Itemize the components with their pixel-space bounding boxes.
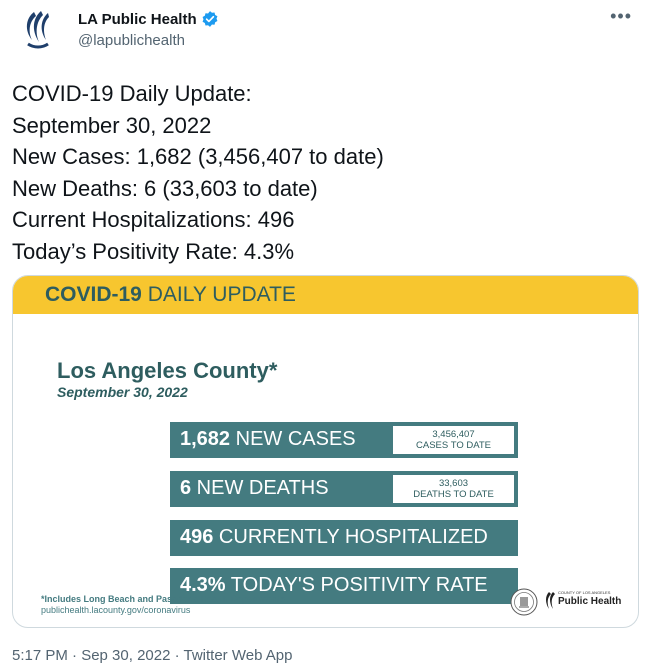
handle[interactable]: @lapublichealth: [78, 32, 185, 49]
tweet-line: New Deaths: 6 (33,603 to date): [12, 175, 318, 201]
new-deaths-stat: 6 NEW DEATHS 33,603 DEATHS TO DATE: [170, 471, 518, 507]
tweet-line: COVID-19 Daily Update:: [12, 81, 252, 106]
tweet-image[interactable]: [12, 275, 639, 628]
new-cases-stat: 1,682 NEW CASES 3,456,407 CASES TO DATE: [170, 422, 518, 458]
tweet-header: [12, 4, 638, 60]
tweet-timestamp[interactable]: 5:17 PM · Sep 30, 2022 · Twitter Web App: [12, 647, 293, 664]
update-banner: [13, 276, 638, 314]
tweet-line: New Cases: 1,682 (3,456,407 to date): [12, 144, 384, 169]
public-health-logo: COUNTY OF LOS ANGELES Public Health: [544, 590, 614, 612]
hospitalized-stat: 496 CURRENTLY HOSPITALIZED: [170, 520, 518, 556]
deaths-to-date: 33,603 DEATHS TO DATE: [393, 475, 514, 503]
footnote: *Includes Long Beach and Pasadena Health Departments publichealth.lacounty.gov/coronavirus: [41, 594, 286, 615]
update-panel: [29, 314, 622, 614]
tweet-line: Current Hospitalizations: 496: [12, 207, 295, 232]
county-seal-icon: [510, 588, 538, 616]
more-horizontal-icon[interactable]: •••: [610, 6, 632, 26]
verified-badge-icon: [201, 10, 219, 28]
tweet-line: September 30, 2022: [12, 112, 212, 138]
update-date: September 30, 2022: [57, 384, 188, 400]
public-health-mark-icon: [544, 590, 558, 612]
banner-title: COVID-19 DAILY UPDATE: [45, 283, 296, 306]
la-public-health-logo-icon: [12, 4, 60, 52]
display-name[interactable]: LA Public Health: [78, 10, 197, 28]
county-title: Los Angeles County*: [57, 358, 278, 383]
tweet-line: Today’s Positivity Rate: 4.3%: [12, 238, 295, 264]
tweet-text: [12, 78, 632, 267]
positivity-rate-stat: 4.3% TODAY'S POSITIVITY RATE: [170, 568, 518, 604]
avatar[interactable]: [12, 4, 60, 52]
cases-to-date: 3,456,407 CASES TO DATE: [393, 426, 514, 454]
